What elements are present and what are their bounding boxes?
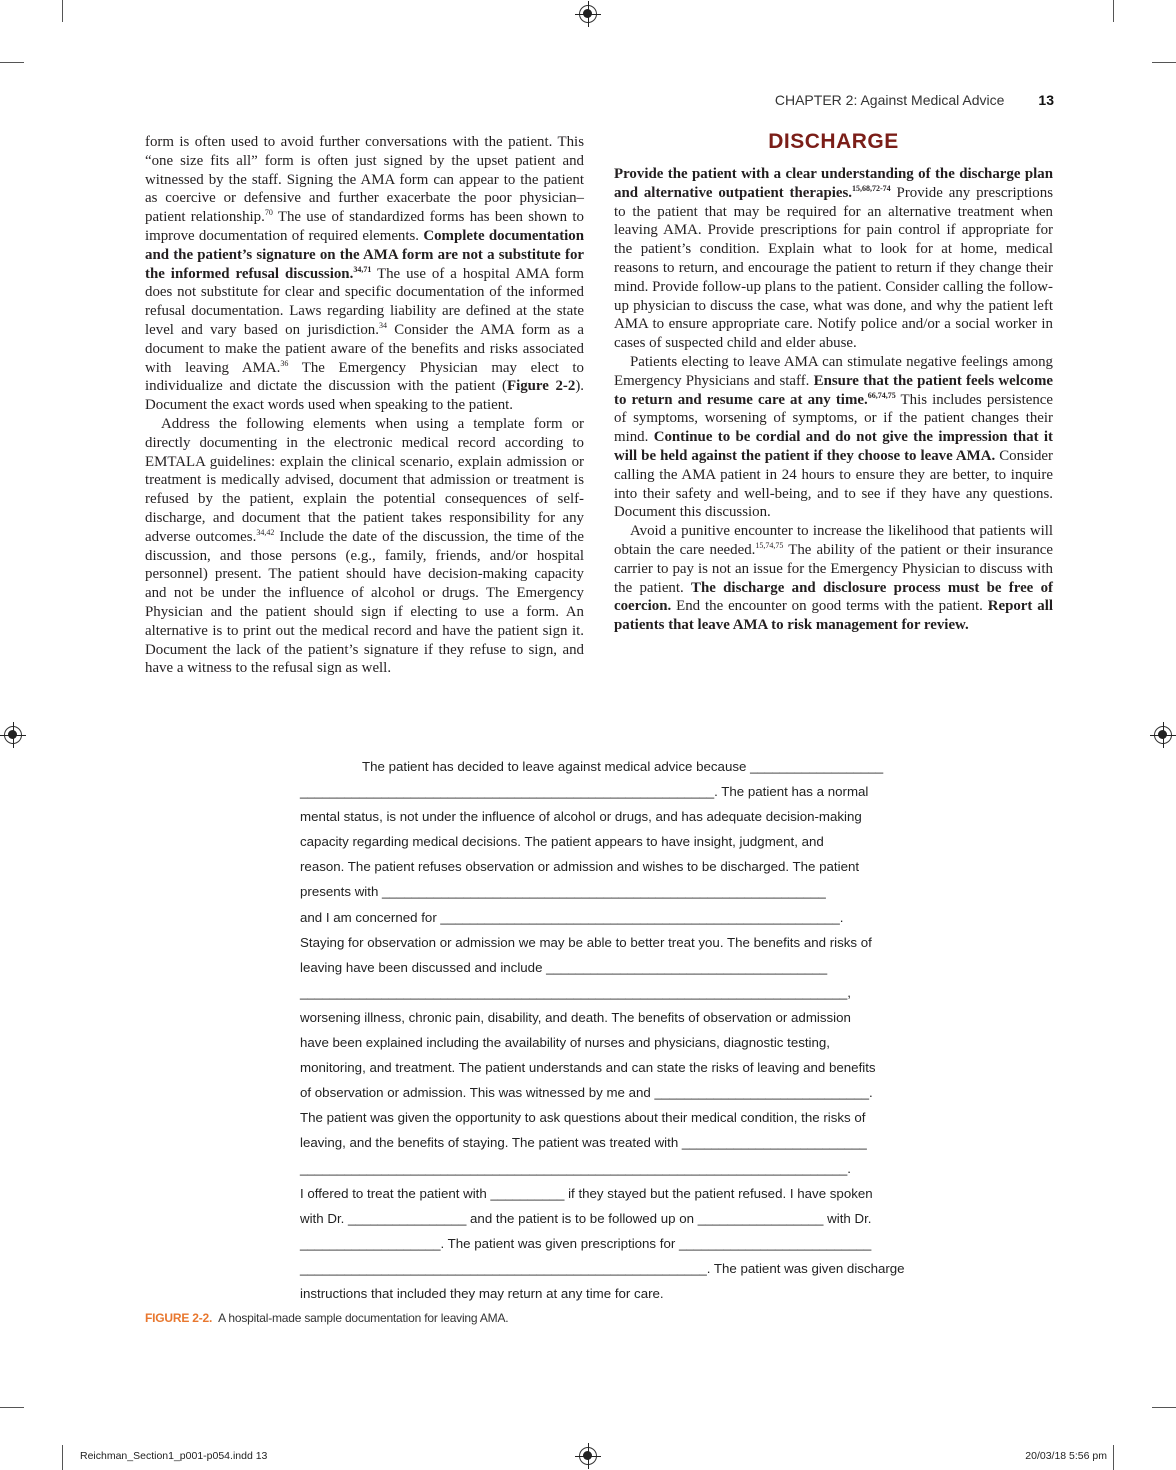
paragraph: form is often used to avoid further conversations with the patient. This “one size fits all” form is often just signed by the upset patient and witnessed by the staff. Signing the AMA form can appear to the patient as coercive or defensive and further exacerbate the poor physician–patient relationship.$^{70}$ The use of standardized forms has been shown to improve documentation of required elements. Complete documentation and the patient’s signature on the AMA form are not a substitute for the informed refusal discussion.$^{34,71}$ The use of a hospital AMA form does not substitute for clear and specific documentation of the informed refusal documentation. Laws regarding liability are defined at the state level and vary based on jurisdiction.$^{34}$ Consider the AMA form as a document to make the patient aware of the benefits and risks associated with leaving AMA.$^{36}$ The Emergency Physician may elect to individualize and dictate the discussion with the patient (Figure 2-2). Document the exact words used when speaking to the patient. — [145, 134, 585, 414]
form-line: ___________________. The patient was given prescriptions for __________________________ — [300, 1235, 872, 1251]
slug-datetime: 20/03/18 5:56 pm — [1025, 1450, 1107, 1462]
slug-filename: Reichman_Section1_p001-p054.indd 13 — [80, 1450, 268, 1462]
form-line: leaving, and the benefits of staying. The patient was treated with _________________________ — [300, 1135, 867, 1151]
form-line: _______________________________________________________. The patient was given discharge — [300, 1260, 905, 1276]
paragraph: Patients electing to leave AMA can stimulate negative feelings among Emergency Physicians and staff. Ensure that the patient feels welcome to return and resume care at any time.$^{66,74,75}$ This includes persistence of symptoms, worsening of symptoms, or if the patient changes their mind. Continue to be cordial and do not give the impression that it will be held against the patient if they choose to leave AMA. Consider calling the AMA patient in 24 hours to ensure they are better, to inquire into their safety and well-being, and to see if they have any questions. Document this discussion. — [614, 353, 1054, 521]
form-line: of observation or admission. This was witnessed by me and _____________________________. — [300, 1085, 873, 1101]
form-line: have been explained including the availability of nurses and physicians, diagnostic testing, — [300, 1035, 830, 1051]
crop-mark — [1152, 62, 1176, 63]
form-line: presents with ____________________________________________________________ — [300, 884, 826, 900]
form-line: leaving have been discussed and include ______________________________________ — [300, 959, 828, 975]
crop-mark — [62, 1445, 63, 1470]
running-head — [700, 92, 1054, 108]
figure-label: FIGURE 2-2. — [145, 1311, 213, 1325]
form-line: __________________________________________________________________________, — [300, 984, 851, 1000]
registration-mark-icon — [579, 1447, 597, 1465]
registration-mark-icon — [1154, 726, 1172, 744]
form-line: and I am concerned for ______________________________________________________. — [300, 909, 844, 925]
paragraph: Address the following elements when using a template form or directly documenting in the electronic medical record according to EMTALA guidelines: explain the clinical scenario, explain admission or treatment is medically advised, document that admission or treatment is refused by the patient, explain the potential consequences of self-discharge, and document that the patient takes responsibility for any adverse outcomes.$^{34,42}$ Include the date of the discussion, the time of the discussion, and those persons (e.g., family, friends, and/or hospital personnel) present. The patient should have decision-making capacity and not be under the influence of alcohol or drugs. The Emergency Physician and the patient should sign if electing to use a form. An alternative is to print out the medical record and have the patient sign it. Document the lack of the patient’s signature if they refuse to sign, and have a witness to the refusal sign as well. — [145, 415, 584, 677]
form-line: with Dr. ________________ and the patient is to be followed up on _________________ with Dr. — [300, 1210, 872, 1226]
crop-mark — [62, 0, 63, 22]
paragraph: Provide the patient with a clear understanding of the discharge plan and alternative outpatient therapies.$^{15,68,72-74}$ Provide any prescriptions to the patient that may be required for an alternative treatment when leaving AMA. Provide prescriptions for pain control if appropriate for the patient’s condition. Explain what to look for at home, medical reasons to return, and encourage the patient to return if they change their mind. Provide follow-up plans to the patient. Consider calling the follow-up physician to discuss the case, what was done, and why the patient left AMA to ensure appropriate care. Notify police and/or a social worker in cases of suspected child and elder abuse. — [614, 166, 1053, 352]
crop-mark — [1113, 0, 1114, 22]
form-line: instructions that included they may return at any time for care. — [300, 1285, 664, 1301]
registration-mark-icon — [4, 726, 22, 744]
form-line: monitoring, and treatment. The patient understands and can state the risks of leaving and benefits — [300, 1060, 876, 1076]
form-line: reason. The patient refuses observation or admission and wishes to be discharged. The patient — [300, 859, 860, 875]
form-line: mental status, is not under the influence of alcohol or drugs, and has adequate decision-making — [300, 809, 862, 825]
form-line: ________________________________________________________. The patient has a normal — [300, 784, 869, 800]
form-line: The patient has decided to leave against medical advice because __________________ — [362, 759, 884, 774]
form-line: __________________________________________________________________________. — [300, 1160, 851, 1176]
form-line: The patient was given the opportunity to ask questions about their medical condition, the risks of — [300, 1110, 866, 1126]
form-line: capacity regarding medical decisions. The patient appears to have insight, judgment, and — [300, 834, 824, 850]
ama-form-figure — [300, 754, 905, 1306]
figure-caption — [145, 1311, 508, 1325]
left-column — [145, 133, 584, 678]
right-column — [614, 165, 1053, 635]
registration-mark-icon — [579, 5, 597, 23]
page-number: 13 — [1038, 92, 1054, 108]
form-line: I offered to treat the patient with __________ if they stayed but the patient refused. I have spoken — [300, 1185, 873, 1201]
form-line: Staying for observation or admission we may be able to better treat you. The benefits and risks of — [300, 934, 872, 950]
form-line: worsening illness, chronic pain, disability, and death. The benefits of observation or admission — [300, 1009, 851, 1025]
crop-mark — [1152, 1407, 1176, 1408]
crop-mark — [0, 1407, 24, 1408]
crop-mark — [1113, 1445, 1114, 1470]
crop-mark — [0, 62, 24, 63]
chapter-title: CHAPTER 2: Against Medical Advice — [774, 92, 1005, 108]
figure-caption-text: A hospital-made sample documentation for leaving AMA. — [218, 1311, 509, 1325]
section-heading: DISCHARGE — [768, 130, 899, 153]
paragraph: Avoid a punitive encounter to increase the likelihood that patients will obtain the care needed.$^{15,74,75}$ The ability of the patient or their insurance carrier to pay is not an issue for the Emergency Physician to discuss with the patient. The discharge and disclosure process must be free of coercion. End the encounter on good terms with the patient. Report all patients that leave AMA to risk management for review. — [614, 523, 1053, 634]
